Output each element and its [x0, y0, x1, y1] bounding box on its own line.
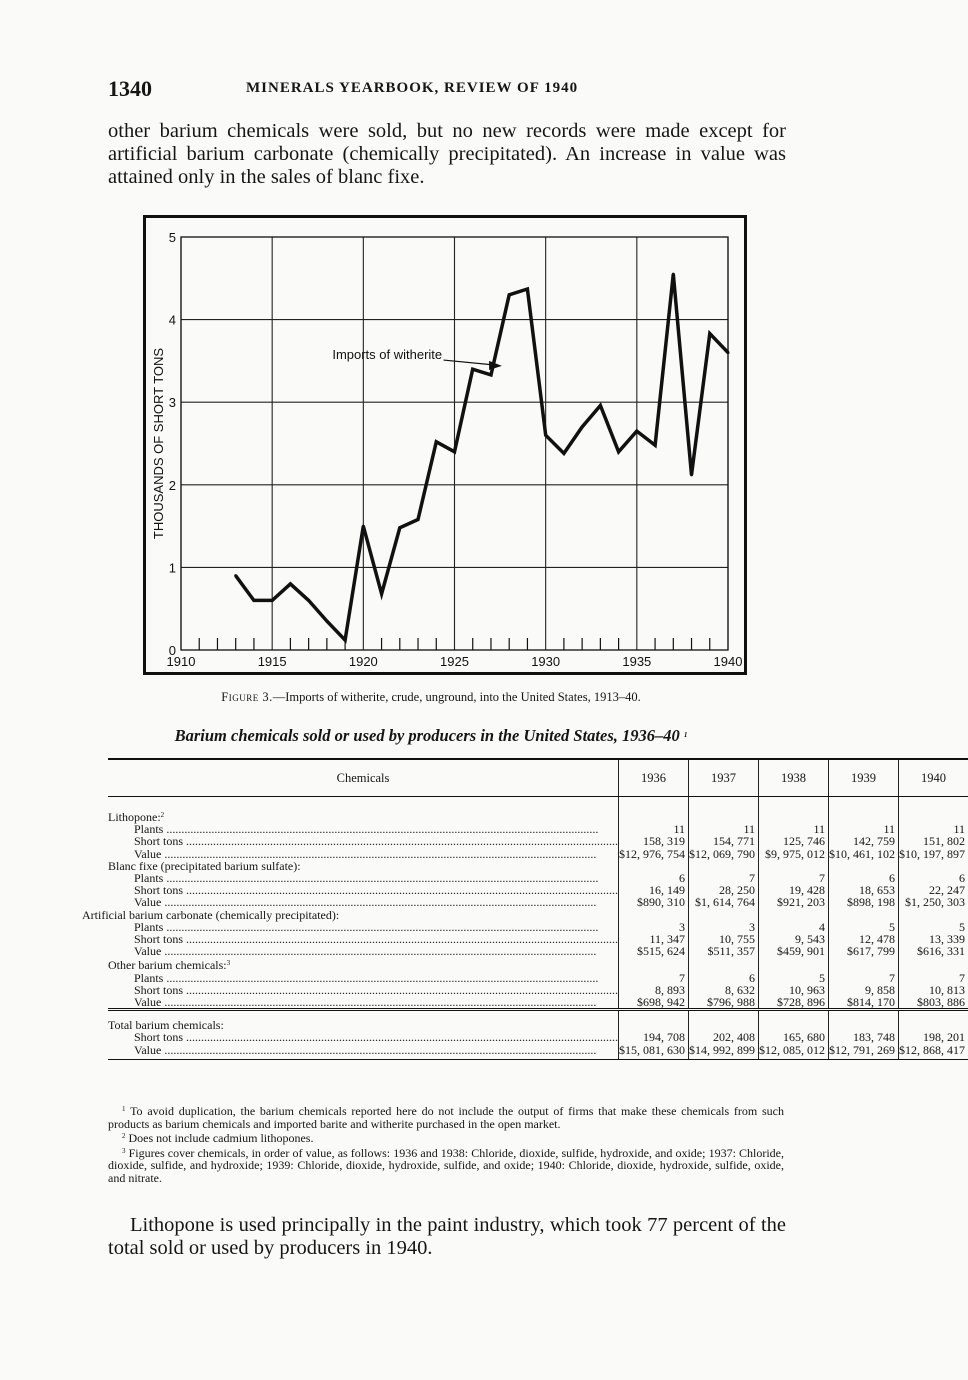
- table-cell: 13, 339: [899, 933, 968, 945]
- table-cell: $10, 197, 897: [899, 848, 968, 860]
- table-cell: $898, 198: [829, 896, 899, 908]
- data-point: [654, 444, 657, 447]
- table-cell: 3: [689, 921, 759, 933]
- table-cell: 202, 408: [689, 1031, 759, 1043]
- table-total-row: [108, 1044, 968, 1060]
- table-cell: 194, 708: [619, 1031, 689, 1043]
- table-cell: $12, 069, 790: [689, 848, 759, 860]
- table-cell: $796, 988: [689, 996, 759, 1010]
- figure-label: Figure 3.: [221, 690, 273, 704]
- data-point: [727, 351, 730, 354]
- x-tick-label: 1920: [348, 654, 378, 669]
- data-point: [544, 434, 547, 437]
- data-point: [581, 425, 584, 428]
- y-axis-label: THOUSANDS OF SHORT TONS: [151, 347, 166, 540]
- data-point: [489, 373, 492, 376]
- table-cell: $12, 868, 417: [899, 1044, 968, 1060]
- table-cell: 7: [689, 872, 759, 884]
- y-tick-label: 0: [168, 643, 176, 658]
- row-label: Plants .....: [108, 872, 619, 884]
- table-cell: $15, 081, 630: [619, 1044, 689, 1060]
- row-label: Short tons .....: [108, 933, 619, 945]
- table-cell: 5: [759, 972, 829, 984]
- table-cell: $1, 614, 764: [689, 896, 759, 908]
- data-point: [252, 599, 255, 602]
- row-label: Value .....: [108, 896, 619, 908]
- table-cell: $12, 085, 012: [759, 1044, 829, 1060]
- table-cell: $12, 976, 754: [619, 848, 689, 860]
- footnote: [108, 1145, 784, 1185]
- table-cell: 11: [689, 823, 759, 835]
- table-cell: 28, 250: [689, 884, 759, 896]
- row-label: Plants .....: [108, 921, 619, 933]
- figure-caption-text: —Imports of witherite, crude, unground, into the United States, 1913–40.: [272, 690, 641, 704]
- data-point: [417, 518, 420, 521]
- table-cell: 3: [619, 921, 689, 933]
- data-point: [325, 620, 328, 623]
- table-cell: $1, 250, 303: [899, 896, 968, 908]
- table-cell: 7: [759, 872, 829, 884]
- group-label: Other barium chemicals:: [108, 958, 227, 973]
- table-cell: 4: [759, 921, 829, 933]
- footnote-text: Figures cover chemicals, in order of value, as follows: 1936 and 1938: Chloride, dioxide, sulfide, hydroxide, and oxide; 1937: Chloride, dioxide, sulfide, and hydroxide; 1939: Chloride, dioxide, hydroxide, sulfide, and oxide; 1940: Chloride, dioxide, hydroxide, sulfide, oxide, and nitrate.: [108, 1145, 785, 1185]
- table-cell: 183, 748: [829, 1031, 899, 1043]
- table-cell: 12, 478: [829, 933, 899, 945]
- table-cell: $803, 886: [899, 996, 968, 1010]
- footnote-mark: 2: [122, 1132, 126, 1140]
- table-cell: $511, 357: [689, 945, 759, 957]
- table-cell: 11: [829, 823, 899, 835]
- table-title-footnote-mark: 1: [683, 731, 688, 739]
- table-cell: 6: [619, 872, 689, 884]
- table-cell: 22, 247: [899, 884, 968, 896]
- table-header-row: [108, 759, 968, 797]
- data-point: [289, 582, 292, 585]
- table-cell: $698, 942: [619, 996, 689, 1010]
- footnote-mark: 3: [226, 959, 231, 968]
- table-cell: 10, 963: [759, 984, 829, 996]
- table-title: [100, 726, 762, 746]
- data-point: [672, 273, 675, 276]
- row-label: Short tons .....: [108, 835, 619, 847]
- x-tick-label: 1935: [622, 654, 652, 669]
- data-point: [526, 288, 529, 291]
- x-tick-label: 1910: [166, 654, 196, 669]
- row-label: Plants .....: [108, 972, 619, 984]
- footnote: [108, 1103, 784, 1130]
- table-cell: $814, 170: [829, 996, 899, 1010]
- table-group-row: [108, 957, 968, 971]
- table-cell: $12, 791, 269: [829, 1044, 899, 1060]
- data-point: [307, 599, 310, 602]
- table-cell: $617, 799: [829, 945, 899, 957]
- table-cell: 158, 319: [619, 835, 689, 847]
- table-cell: $9, 975, 012: [759, 848, 829, 860]
- table-cell: 9, 858: [829, 984, 899, 996]
- footnote-mark: 1: [122, 1105, 126, 1113]
- table-cell: 142, 759: [829, 835, 899, 847]
- row-label: Value .....: [108, 848, 619, 860]
- data-point: [344, 639, 347, 642]
- column-header: 1937: [689, 759, 759, 797]
- table-cell: 5: [899, 921, 968, 933]
- data-point: [471, 368, 474, 371]
- table-cell: $728, 896: [759, 996, 829, 1010]
- witherite-chart-frame: [143, 215, 747, 675]
- footnote: [108, 1130, 784, 1145]
- annotation-arrow-line: [444, 360, 495, 365]
- footnote-text: To avoid duplication, the barium chemicals reported here do not include the output of firms that make these chemicals from such products as barium chemicals and imported barite and witherite purchased in the open market.: [108, 1104, 784, 1131]
- group-label: Blanc fixe (precipitated barium sulfate):: [108, 858, 301, 873]
- data-point: [690, 473, 693, 476]
- total-label: Total barium chemicals:: [108, 1010, 619, 1032]
- intro-paragraph: other barium chemicals were sold, but no new records were made except for artificial barium carbonate (chemically precipitated). An increase in value was attained only in the sales of blanc fixe.: [108, 120, 786, 188]
- table-cell: 7: [829, 972, 899, 984]
- row-label: Short tons .....: [108, 984, 619, 996]
- row-label: Value .....: [108, 996, 619, 1010]
- table-cell: 8, 893: [619, 984, 689, 996]
- table-cell: $10, 461, 102: [829, 848, 899, 860]
- annotation-label: Imports of witherite: [332, 347, 443, 363]
- row-label: Short tons .....: [108, 1031, 619, 1043]
- table-cell: $459, 901: [759, 945, 829, 957]
- column-header: 1936: [619, 759, 689, 797]
- table-row: [108, 972, 968, 984]
- table-cell: 11: [619, 823, 689, 835]
- table-cell: 7: [899, 972, 968, 984]
- footnote-mark: 2: [160, 811, 165, 819]
- table-title-text: Barium chemicals sold or used by producers in the United States, 1936–40: [174, 726, 680, 745]
- data-point: [635, 430, 638, 433]
- group-label: [82, 907, 619, 922]
- table-cell: 18, 653: [829, 884, 899, 896]
- y-tick-label: 4: [168, 312, 176, 328]
- data-point: [362, 525, 365, 528]
- table-cell: 6: [829, 872, 899, 884]
- barium-chemicals-table: [82, 758, 968, 1060]
- table-cell: 9, 543: [759, 933, 829, 945]
- table-cell: $616, 331: [899, 945, 968, 957]
- x-tick-label: 1930: [531, 654, 561, 669]
- table-cell: 125, 746: [759, 835, 829, 847]
- data-point: [380, 592, 383, 595]
- table-cell: 6: [899, 872, 968, 884]
- table-cell: 11: [899, 823, 968, 835]
- y-tick-label: 5: [168, 230, 176, 245]
- data-point: [234, 574, 237, 577]
- table-cell: 151, 802: [899, 835, 968, 847]
- table-total-row: [108, 1031, 968, 1043]
- footnote-text: Does not include cadmium lithopones.: [128, 1131, 314, 1145]
- table-group-row: [108, 809, 968, 823]
- data-point: [435, 440, 438, 443]
- table-row: [108, 848, 968, 860]
- table-cell: $515, 624: [619, 945, 689, 957]
- running-head: MINERALS YEARBOOK, REVIEW OF 1940: [246, 80, 579, 96]
- table-cell: 19, 428: [759, 884, 829, 896]
- data-point: [562, 452, 565, 455]
- column-header: Chemicals: [108, 759, 619, 797]
- group-label-text: Artificial barium carbonate (chemically precipitated):: [82, 907, 340, 922]
- data-point: [453, 450, 456, 453]
- data-point: [271, 599, 274, 602]
- table-cell: 10, 755: [689, 933, 759, 945]
- table-cell: 8, 632: [689, 984, 759, 996]
- table-cell: 5: [829, 921, 899, 933]
- table-cell: 6: [689, 972, 759, 984]
- table-row: [108, 996, 968, 1010]
- table-cell: 165, 680: [759, 1031, 829, 1043]
- table-cell: 16, 149: [619, 884, 689, 896]
- table-cell: 198, 201: [899, 1031, 968, 1043]
- table-row: [108, 835, 968, 847]
- data-point: [599, 404, 602, 407]
- table-group-row: [108, 909, 968, 921]
- table-total-group-row: [108, 1010, 968, 1032]
- y-tick-label: 3: [168, 395, 176, 411]
- group-label: Lithopone:: [108, 810, 161, 824]
- column-header: 1940: [899, 759, 968, 797]
- data-point: [617, 450, 620, 453]
- table-cell: $921, 203: [759, 896, 829, 908]
- table-cell: 154, 771: [689, 835, 759, 847]
- figure-caption: [100, 690, 762, 705]
- table-cell: $890, 310: [619, 896, 689, 908]
- page-header: [108, 76, 788, 104]
- row-label: Short tons .....: [108, 884, 619, 896]
- footnotes: [108, 1103, 784, 1184]
- table-row: [108, 945, 968, 957]
- series-line-witherite-imports: [236, 274, 728, 640]
- table-cell: 11, 347: [619, 933, 689, 945]
- page-number: 1340: [108, 76, 152, 101]
- column-header: 1938: [759, 759, 829, 797]
- footnote-mark: 3: [122, 1146, 126, 1155]
- row-label: Value .....: [108, 1044, 619, 1060]
- column-header: 1939: [829, 759, 899, 797]
- row-label: Value .....: [108, 945, 619, 957]
- table-cell: $14, 992, 899: [689, 1044, 759, 1060]
- witherite-imports-chart: [146, 218, 744, 672]
- x-tick-label: 1915: [257, 654, 287, 669]
- x-tick-label: 1925: [440, 654, 469, 669]
- data-point: [508, 293, 511, 296]
- table-cell: 7: [619, 972, 689, 984]
- row-label: Plants .....: [108, 823, 619, 835]
- data-point: [708, 332, 711, 335]
- x-tick-label: 1940: [713, 654, 743, 669]
- table-cell: 11: [759, 823, 829, 835]
- table-cell: 10, 813: [899, 984, 968, 996]
- y-tick-label: 2: [168, 477, 176, 493]
- y-tick-label: 1: [168, 560, 176, 576]
- closing-paragraph: Lithopone is used principally in the paint industry, which took 77 percent of the total sold or used by producers in 1940.: [108, 1214, 786, 1259]
- data-point: [398, 526, 401, 529]
